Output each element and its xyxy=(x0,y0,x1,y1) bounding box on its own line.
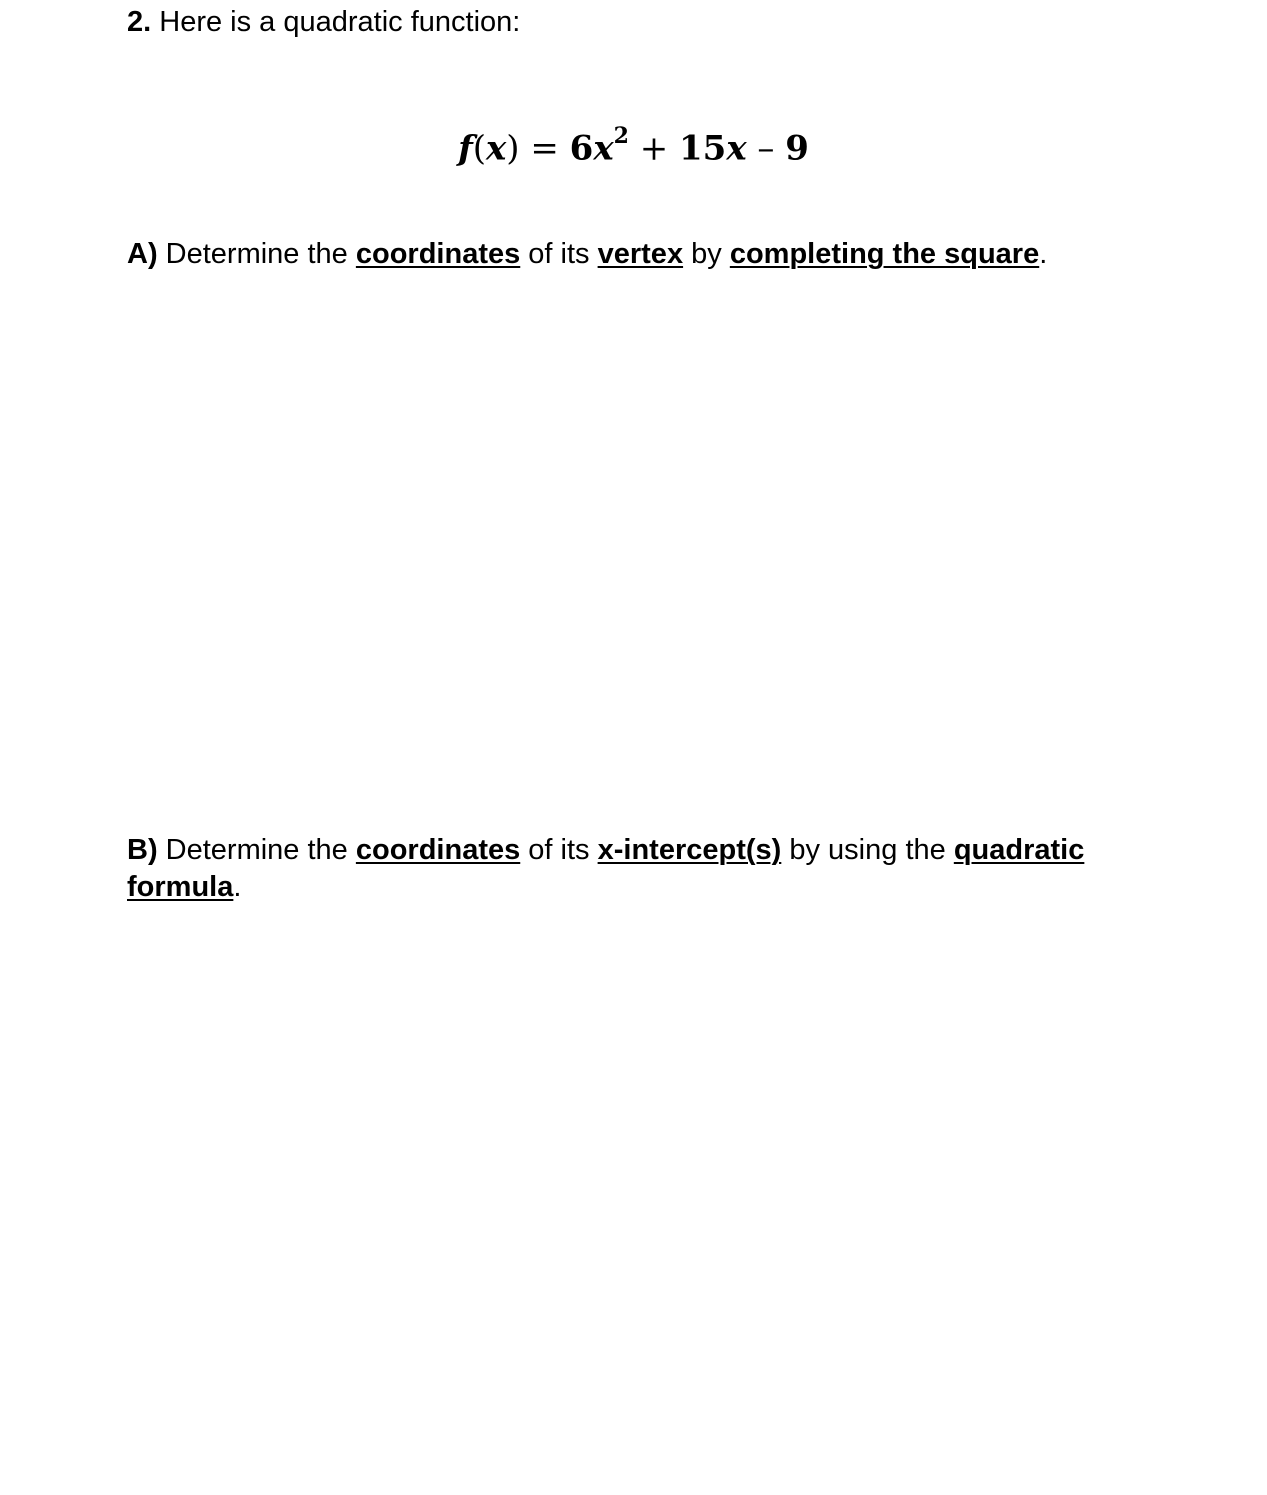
function-variable: x xyxy=(485,128,507,169)
part-b-period: . xyxy=(233,871,242,903)
function-equation xyxy=(0,112,1267,176)
term-x-intercepts: x-intercept(s) xyxy=(597,834,782,866)
part-a-label: A) xyxy=(127,238,158,270)
term-completing-the-square: completing the square xyxy=(729,238,1040,270)
left-paren: ( xyxy=(472,128,486,169)
part-a-prompt xyxy=(127,236,1047,272)
question-number: 2. xyxy=(127,6,152,38)
part-a-text: of its xyxy=(520,238,598,270)
squared-variable: x xyxy=(593,128,614,169)
term-quadratic: quadratic xyxy=(953,834,1085,866)
question-heading xyxy=(127,4,520,40)
part-a-text: Determine the xyxy=(157,238,356,270)
function-name: f xyxy=(458,128,473,169)
part-b-prompt xyxy=(127,832,1084,868)
term-coordinates: coordinates xyxy=(355,834,521,866)
part-b-text: Determine the xyxy=(157,834,356,866)
exponent: 2 xyxy=(613,123,629,149)
part-b-prompt-continued xyxy=(127,869,241,905)
right-paren: ) xyxy=(506,128,520,169)
constant-term: 9 xyxy=(785,128,809,169)
part-b-label: B) xyxy=(127,834,158,866)
term-coordinates: coordinates xyxy=(355,238,521,270)
part-b-text: by using the xyxy=(781,834,954,866)
part-a-text: by xyxy=(683,238,730,270)
minus-sign: – xyxy=(746,128,786,169)
part-b-text: of its xyxy=(520,834,598,866)
coefficient-a: 6 xyxy=(569,128,594,169)
part-a-period: . xyxy=(1039,238,1048,270)
term-vertex: vertex xyxy=(597,238,684,270)
plus-sign: + xyxy=(628,128,680,169)
equals-sign: = xyxy=(519,128,570,169)
term-formula: formula xyxy=(127,871,234,903)
linear-variable: x xyxy=(726,128,747,169)
question-intro: Here is a quadratic function: xyxy=(151,6,521,38)
coefficient-b: 15 xyxy=(679,128,727,169)
